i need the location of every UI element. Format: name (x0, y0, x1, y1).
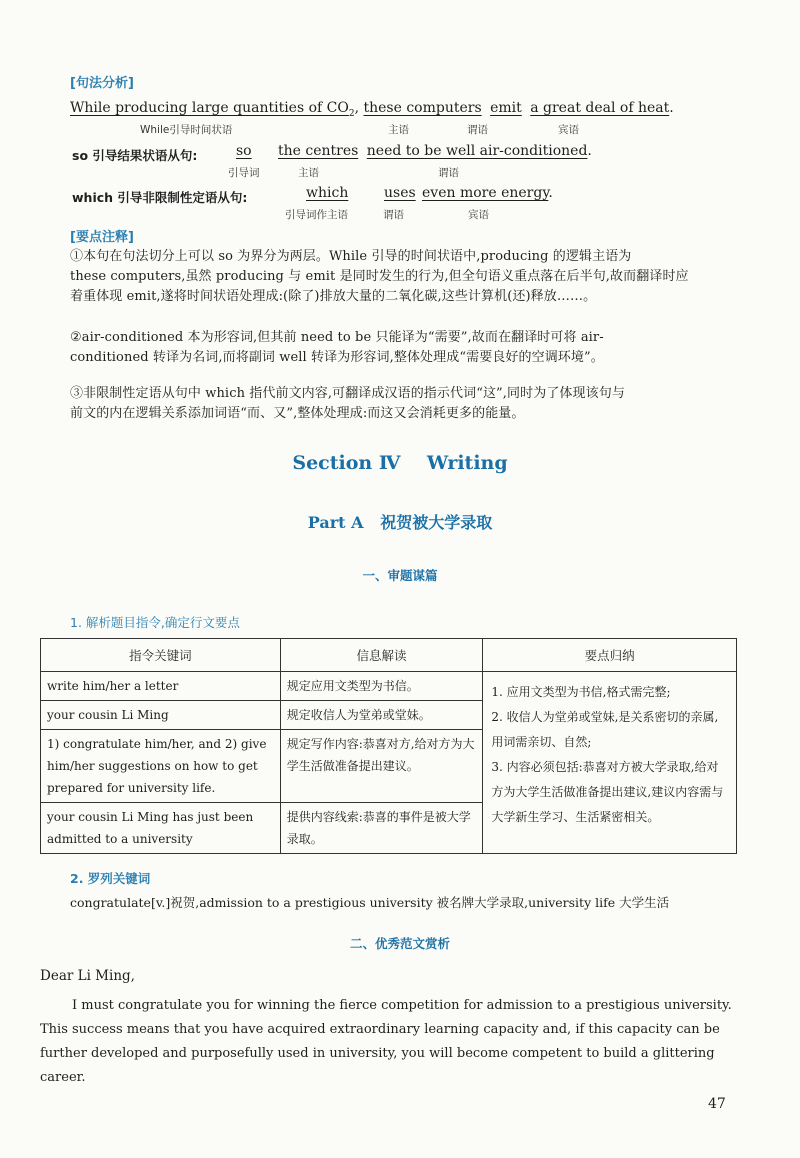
page-number: 47 (708, 1096, 726, 1112)
note-2: ②air-conditioned 本为形容词,但其前 need to be 只能译为“需要”,故而在翻译时可将 air- conditioned 转译为名词,而将副词 well 转译为形容词,整体处理成“需要良好的空调环境”。 (70, 330, 604, 365)
header-info: 信息解读 (280, 639, 483, 672)
uses-word: uses (384, 185, 416, 201)
note-3: ③非限制性定语从句中 which 指代前文内容,可翻译成汉语的指示代词“这”,同时为了体现该句与 前文的内在逻辑关系添加词语“而、又”,整体处理成:而这又会消耗更多的能量。 (70, 386, 625, 421)
analysis-line-1: While producing large quantities of $CO_2$, these computers emit a great deal of heat. (70, 100, 674, 119)
label-so-subject: 主语 (298, 167, 319, 179)
header-summary: 要点归纳 (483, 639, 737, 672)
so-clause: the centres need to be well air-conditioned. (278, 143, 592, 159)
cell-info: 规定收信人为堂弟或堂妹。 (280, 701, 483, 730)
phrase-verb: emit (490, 100, 522, 116)
label-subject: 主语 (388, 124, 409, 136)
phrase-object: a great deal of heat (530, 100, 670, 116)
cell-keyword: write him/her a letter (41, 672, 281, 701)
label-verb: 谓语 (467, 124, 488, 136)
keywords: congratulate[v.]祝贺,admission to a prestigious university 被名牌大学录取,university life 大学生活 (70, 895, 670, 910)
analysis-tag: [句法分析] (70, 76, 134, 91)
step-2: 2. 罗列关键词 (70, 871, 151, 886)
instruction-table (40, 638, 737, 854)
which-object: even more energy. (422, 185, 553, 201)
cell-info: 规定写作内容:恭喜对方,给对方为大学生活做准备提出建议。 (280, 730, 483, 803)
section-title: Section Ⅳ Writing (292, 452, 508, 474)
so-clause-heading: so 引导结果状语从句: (72, 148, 198, 163)
label-so-verb: 谓语 (438, 167, 459, 179)
note-1: ①本句在句法切分上可以 so 为界分为两层。While 引导的时间状语中,producing 的逻辑主语为 these computers,虽然 producing 与 emit 是同时发生的行为,但全句语义重点落在后半句,故而翻译时应 着重体现 emit,遂将时间状语处理成:(除了)排放大量的二氧化碳,这些计算机(还)释放……。 (70, 249, 689, 304)
cell-info: 规定应用文类型为书信。 (280, 672, 483, 701)
subheading-2: 二、优秀范文赏析 (349, 936, 450, 951)
label-so: 引导词 (228, 167, 260, 179)
cell-keyword: your cousin Li Ming (41, 701, 281, 730)
header-keyword: 指令关键词 (41, 639, 281, 672)
cell-info: 提供内容线索:恭喜的事件是被大学录取。 (280, 803, 483, 854)
table-row (41, 672, 737, 701)
notes-tag: [要点注释] (70, 230, 134, 245)
subheading-1: 一、审题谋篇 (362, 568, 438, 583)
which-clause-heading: which 引导非限制性定语从句: (72, 190, 248, 205)
label-energy: 宾语 (468, 209, 489, 221)
phrase-subject: these computers (363, 100, 482, 116)
label-which: 引导词作主语 (285, 209, 348, 221)
step-1: 1. 解析题目指令,确定行文要点 (70, 615, 240, 630)
so-word: so (236, 143, 252, 159)
which-word: which (306, 185, 349, 201)
letter-body: I must congratulate you for winning the fierce competition for admission to a prestigious university. This success means that you have acquired extraordinary learning capacity and, if this capacity can be further developed and purposefully used in university, you will become competent to build a glittering career. (40, 998, 732, 1085)
phrase-while-clause: While producing large quantities of $CO_2$ (70, 100, 355, 119)
letter-greeting: Dear Li Ming, (40, 968, 135, 984)
label-while: While引导时间状语 (140, 124, 233, 136)
part-title: Part A 祝贺被大学录取 (307, 513, 493, 532)
label-object: 宾语 (558, 124, 579, 136)
cell-keyword: 1) congratulate him/her, and 2) give him/her suggestions on how to get prepared for university life. (41, 730, 281, 803)
cell-summary: 1. 应用文类型为书信,格式需完整; 2. 收信人为堂弟或堂妹,是关系密切的亲属,用词需亲切、自然; 3. 内容必须包括:恭喜对方被大学录取,给对方为大学生活做准备提出建议,建议内容需与大学新生学习、生活紧密相关。 (483, 672, 737, 854)
label-uses: 谓语 (383, 209, 404, 221)
cell-keyword: your cousin Li Ming has just been admitted to a university (41, 803, 281, 854)
